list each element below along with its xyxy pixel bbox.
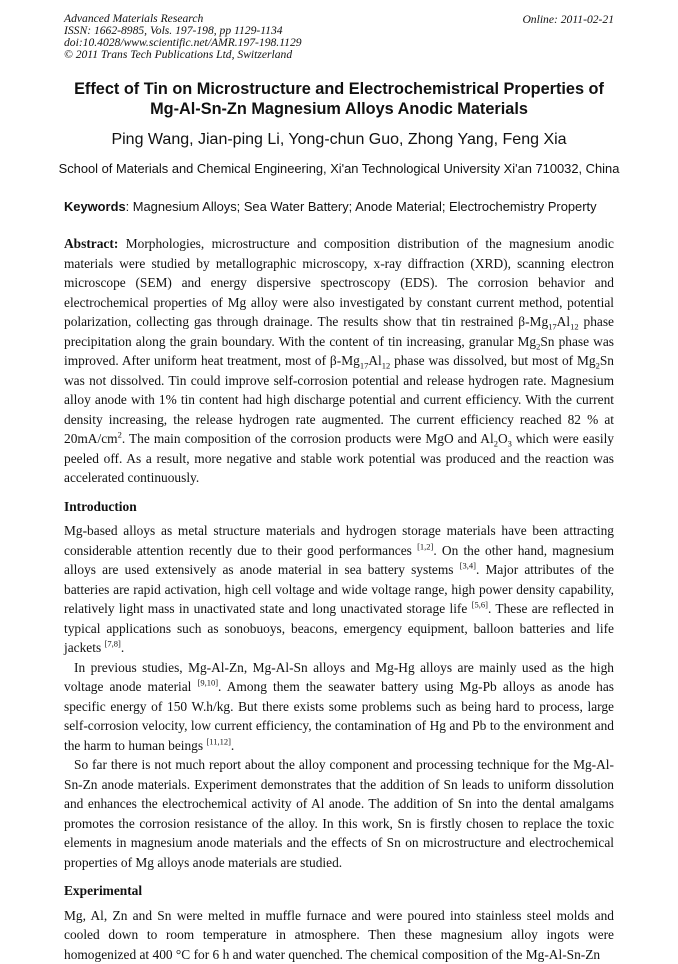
subscript: 2	[494, 439, 498, 449]
title-line-1: Effect of Tin on Microstructure and Electrochemistrical Properties of	[40, 79, 638, 99]
text-run: phase precipitation along the grain boundary. With the content of tin increasing, granular Mg	[64, 314, 614, 349]
text-run: Al	[368, 353, 381, 368]
keywords-list: : Magnesium Alloys; Sea Water Battery; Anode Material; Electrochemistry Property	[126, 199, 597, 214]
text-run: . On the other hand, magnesium alloys are used extensively as anode material in sea battery systems	[64, 543, 614, 578]
abstract-label: Abstract:	[64, 236, 118, 251]
superscript: [5,6]	[472, 600, 488, 610]
text-run: . The main composition of the corrosion products were MgO and Al	[122, 431, 494, 446]
text-run: In previous studies, Mg-Al-Zn, Mg-Al-Sn alloys and Mg-Hg alloys are mainly used as the high voltage anode material	[64, 660, 614, 695]
superscript: 2	[118, 430, 122, 440]
text-run: Mg, Al, Zn and Sn were melted in muffle furnace and were poured into stainless steel molds and cooled down to room temperature in atmosphere. Then these magnesium alloy ingots were homogenized at 400 °C for 6 h and water quenched. The chemical composition of the Mg-Al-Sn-Zn	[64, 908, 614, 962]
paper-body	[64, 234, 614, 964]
intro-paragraph-3	[64, 755, 614, 872]
text-run: Al	[557, 314, 570, 329]
experimental-paragraph-1	[64, 906, 614, 964]
doi: doi:10.4028/www.scientific.net/AMR.197-198.1129	[64, 37, 302, 49]
experimental-heading: Experimental	[64, 881, 614, 901]
title-line-2: Mg-Al-Sn-Zn Magnesium Alloys Anodic Materials	[40, 99, 638, 119]
subscript: 2	[536, 341, 540, 351]
abstract-text	[64, 234, 614, 488]
online-date: Online: 2011-02-21	[522, 13, 614, 26]
subscript: 2	[596, 361, 600, 371]
superscript: [3,4]	[460, 561, 476, 571]
subscript: 17	[360, 361, 369, 371]
text-run: Morphologies, microstructure and composition distribution of the magnesium anodic materials were studied by metallographic microscopy, x-ray diffraction (XRD), scanning electron microscope (SEM) and energy dispersive spectroscopy (EDS). The corrosion behavior and electrochemical properties of Mg alloy were also investigated by constant current method, potential polarization, collecting gas through drainage. The results show that tin restrained β-Mg	[64, 236, 614, 329]
text-run: . Major attributes of the batteries are rapid activation, high cell voltage and wide voltage range, high power density capability, relatively light mass in unactivated state and long unactivated storage life	[64, 562, 614, 616]
text-run: . These are reflected in typical applications such as sonobuoys, beacons, emergency equipment, balloon batteries and life jackets	[64, 601, 614, 655]
intro-paragraph-2	[64, 658, 614, 756]
copyright: © 2011 Trans Tech Publications Ltd, Switzerland	[64, 49, 302, 61]
intro-paragraph-1	[64, 521, 614, 658]
text-run: . Among them the seawater battery using Mg-Pb alloys as anode has specific energy of 150 W.h/kg. But there exists some problems such as being hard to process, large self-corrosion velocity, low current efficiency, the contamination of Hg and Pb to the environment and the harm to human beings	[64, 679, 614, 753]
paper-title	[40, 79, 638, 119]
text-run: O	[498, 431, 508, 446]
keywords-label: Keywords	[64, 199, 126, 214]
introduction-heading: Introduction	[64, 497, 614, 517]
subscript: 12	[570, 322, 579, 332]
issn: ISSN: 1662-8985, Vols. 197-198, pp 1129-1134	[64, 25, 302, 37]
superscript: [1,2]	[417, 541, 433, 551]
text-run: Mg-based alloys as metal structure materials and hydrogen storage materials have been attracting considerable attention recently due to their good performances	[64, 523, 614, 558]
journal-header	[64, 13, 302, 61]
text-run: Sn was not dissolved. Tin could improve self-corrosion potential and release hydrogen rate. Magnesium alloy anode with 1% tin content had high discharge potential and current efficiency. With the current density increasing, the release hydrogen rate augmented. The current efficiency reached 82 % at 20mA/cm	[64, 353, 614, 446]
text-run: phase was dissolved, but most of Mg	[390, 353, 595, 368]
keywords	[64, 199, 597, 214]
subscript: 3	[508, 439, 512, 449]
superscript: [9,10]	[198, 678, 219, 688]
subscript: 12	[382, 361, 391, 371]
text-run: Sn phase was improved. After uniform heat treatment, most of β-Mg	[64, 334, 614, 369]
text-run: which were easily peeled off. As a result, more negative and stable work potential was produced and the reaction was accelerated continuously.	[64, 431, 614, 485]
text-run: So far there is not much report about the alloy component and processing technique for the Mg-Al-Sn-Zn anode materials. Experiment demonstrates that the addition of Sn leads to uniform dissolution and enhances the electrochemical activity of Al anode. The addition of Sn into the dental amalgams promotes the corrosion resistance of the alloy. In this work, Sn is firstly chosen to replace the toxic elements in magnesium anode materials and the effects of Sn on microstructure and electrochemical properties of Mg alloys anode materials are studied.	[64, 757, 614, 870]
text-run: .	[231, 738, 234, 753]
affiliation: School of Materials and Chemical Engineering, Xi'an Technological University Xi'an 710032, China	[0, 161, 678, 176]
authors: Ping Wang, Jian-ping Li, Yong-chun Guo, Zhong Yang, Feng Xia	[0, 131, 678, 149]
journal-name: Advanced Materials Research	[64, 13, 302, 25]
subscript: 17	[548, 322, 557, 332]
superscript: [11,12]	[206, 736, 230, 746]
text-run: .	[121, 640, 124, 655]
superscript: [7,8]	[105, 639, 121, 649]
